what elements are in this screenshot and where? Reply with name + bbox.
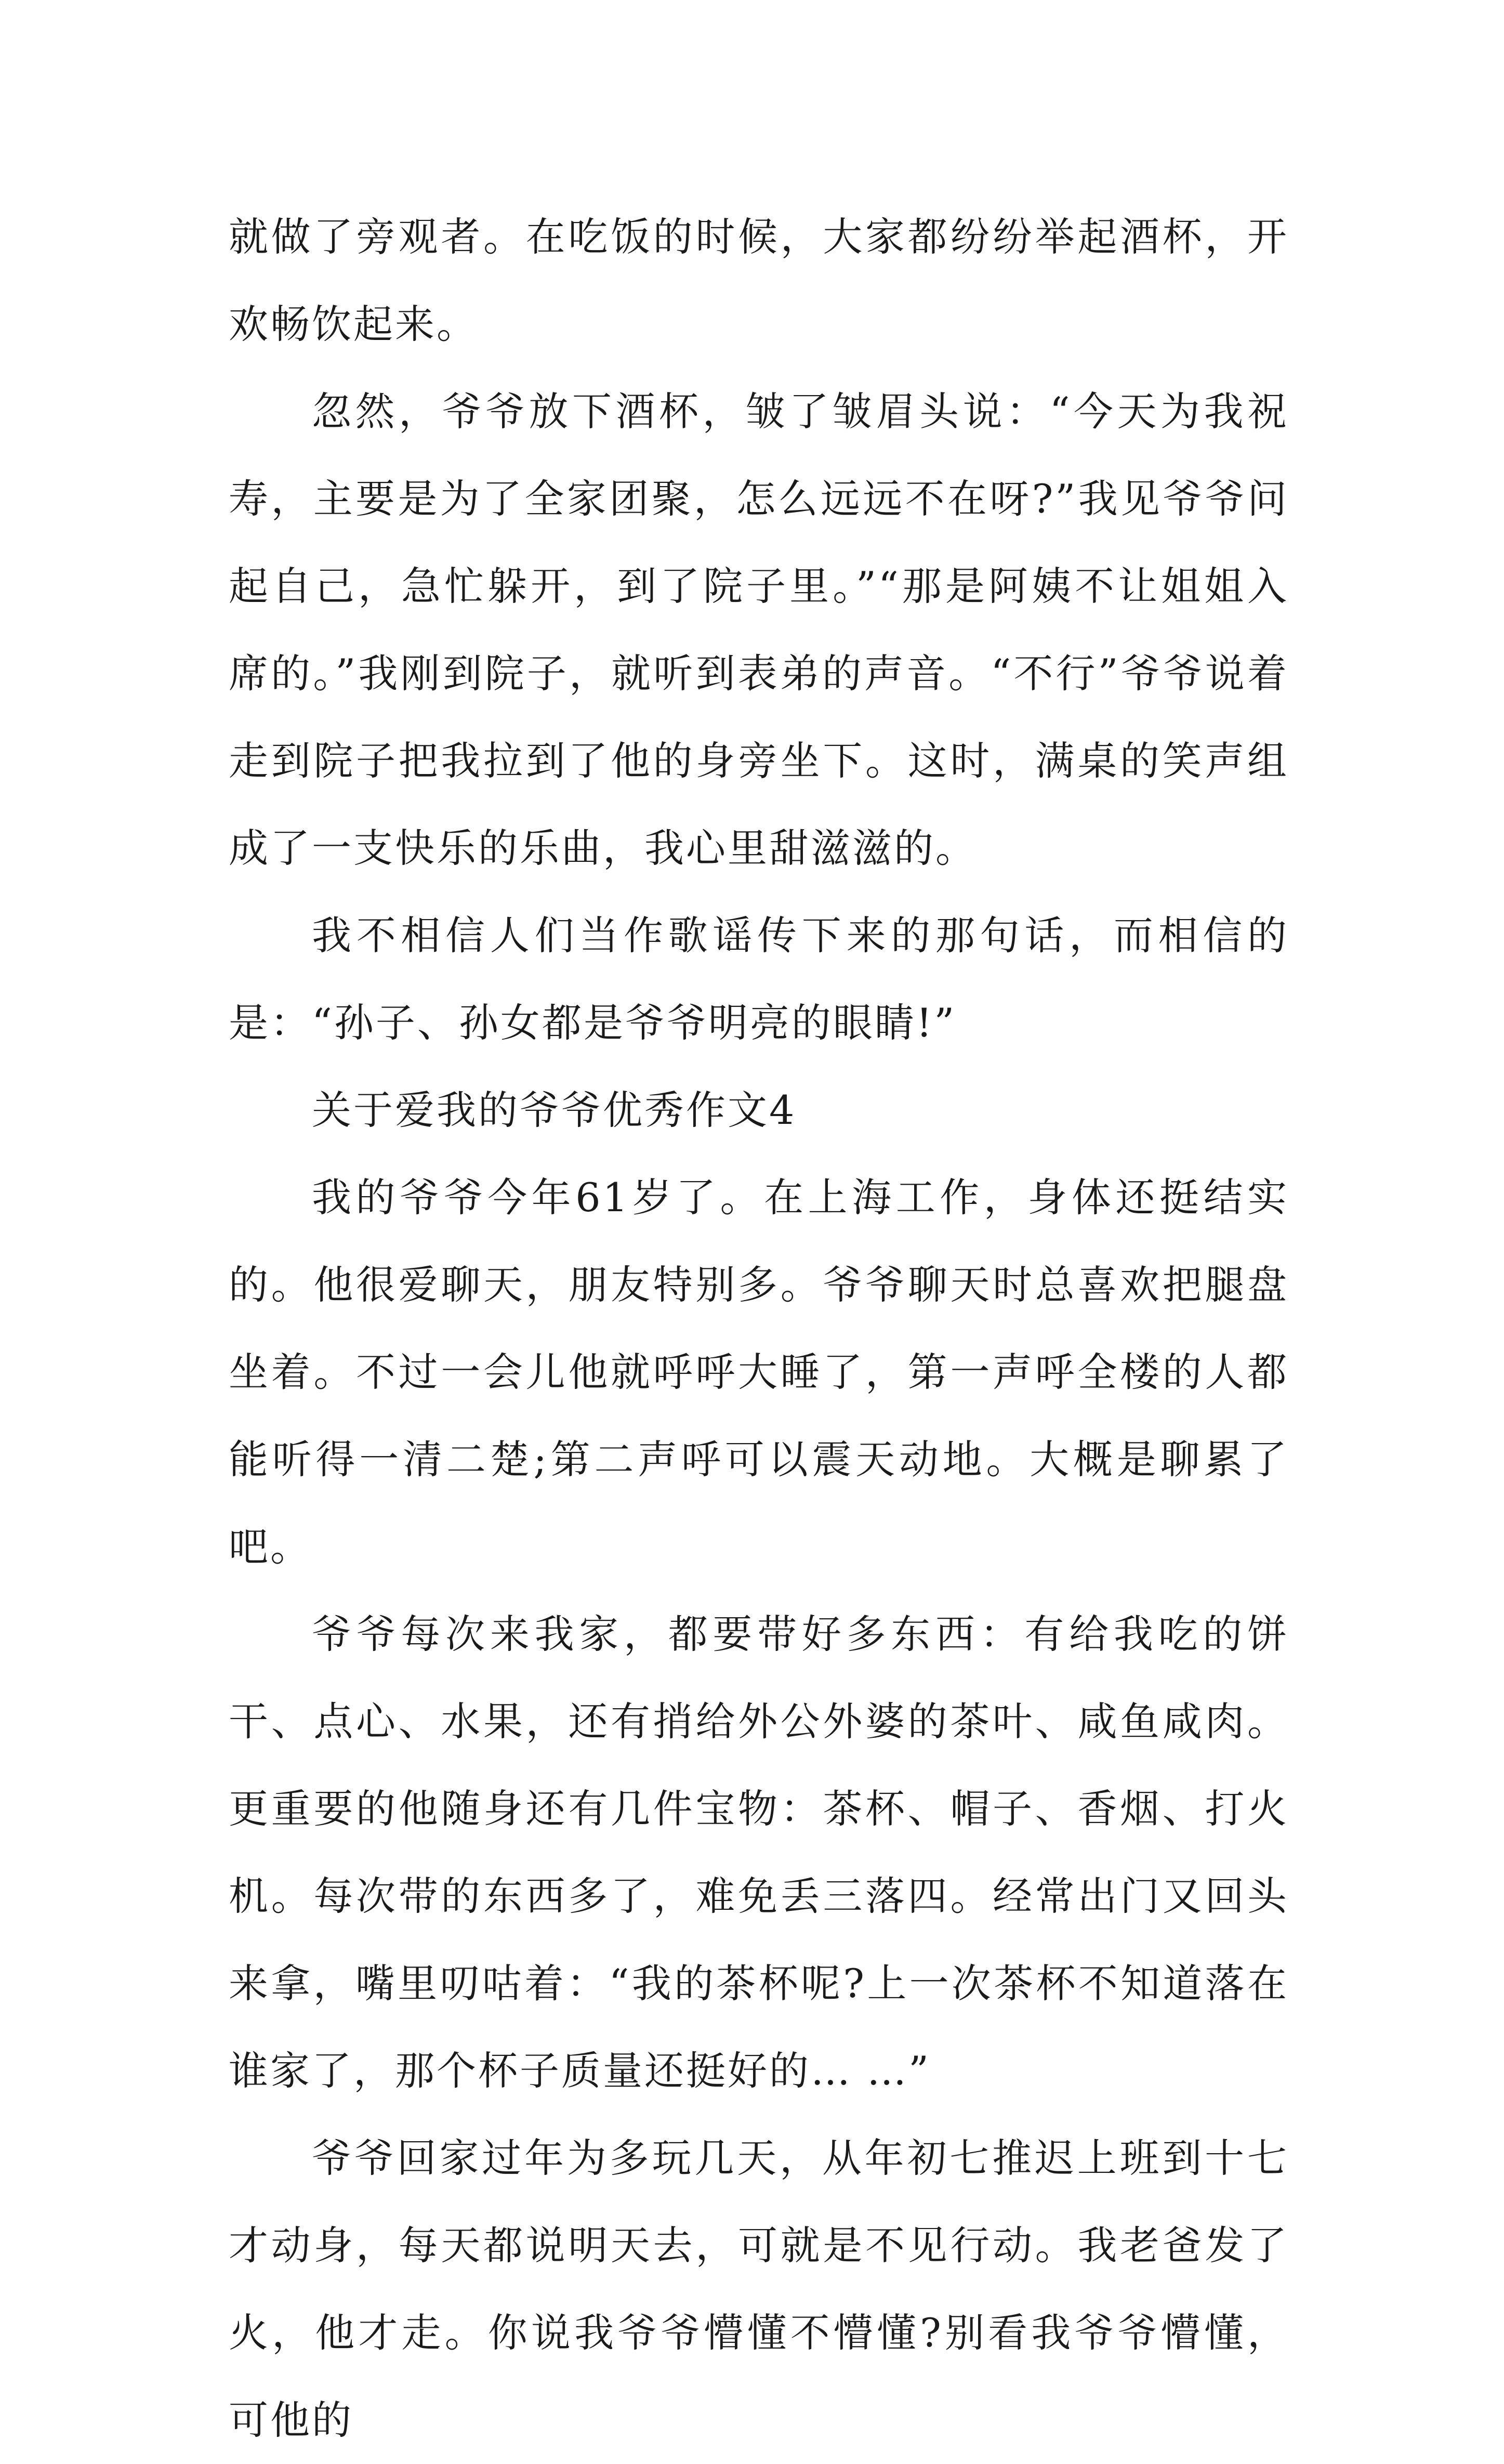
paragraph-4: 我的爷爷今年61岁了。在上海工作，身体还挺结实的。他很爱聊天，朋友特别多。爷爷聊天时总喜欢把腿盘坐着。不过一会儿他就呼呼大睡了，第一声呼全楼的人都能听得一清二楚;第二声呼可以震天动地。大概是聊累了吧。 [229,1174,1289,1570]
section-title: 关于爱我的爷爷优秀作文4 [312,1087,797,1133]
paragraph-2: 忽然，爷爷放下酒杯，皱了皱眉头说：“今天为我祝寿，主要是为了全家团聚，怎么远远不在呀?”我见爷爷问起自己，急忙躲开，到了院子里。”“那是阿姨不让姐姐入席的。”我刚到院子，就听到表弟的声音。“不行”爷爷说着走到院子把我拉到了他的身旁坐下。这时，满桌的笑声组成了一支快乐的乐曲，我心里甜滋滋的。 [229,388,1289,871]
paragraph-1: 就做了旁观者。在吃饭的时候，大家都纷纷举起酒杯，开欢畅饮起来。 [229,214,1289,347]
paragraph-5: 爷爷每次来我家，都要带好多东西：有给我吃的饼干、点心、水果，还有捎给外公外婆的茶叶、咸鱼咸肉。更重要的他随身还有几件宝物：茶杯、帽子、香烟、打火机。每次带的东西多了，难免丢三落四。经常出门又回头来拿，嘴里叨咕着：“我的茶杯呢?上一次茶杯不知道落在谁家了，那个杯子质量还挺好的… …” [229,1611,1289,2094]
paragraph-3: 我不相信人们当作歌谣传下来的那句话，而相信的是：“孙子、孙女都是爷爷明亮的眼睛!” [229,912,1289,1046]
essay-body [229,193,1289,2464]
paragraph-6: 爷爷回家过年为多玩几天，从年初七推迟上班到十七才动身，每天都说明天去，可就是不见行动。我老爸发了火，他才走。你说我爷爷懵懂不懵懂?别看我爷爷懵懂，可他的 [229,2135,1289,2443]
